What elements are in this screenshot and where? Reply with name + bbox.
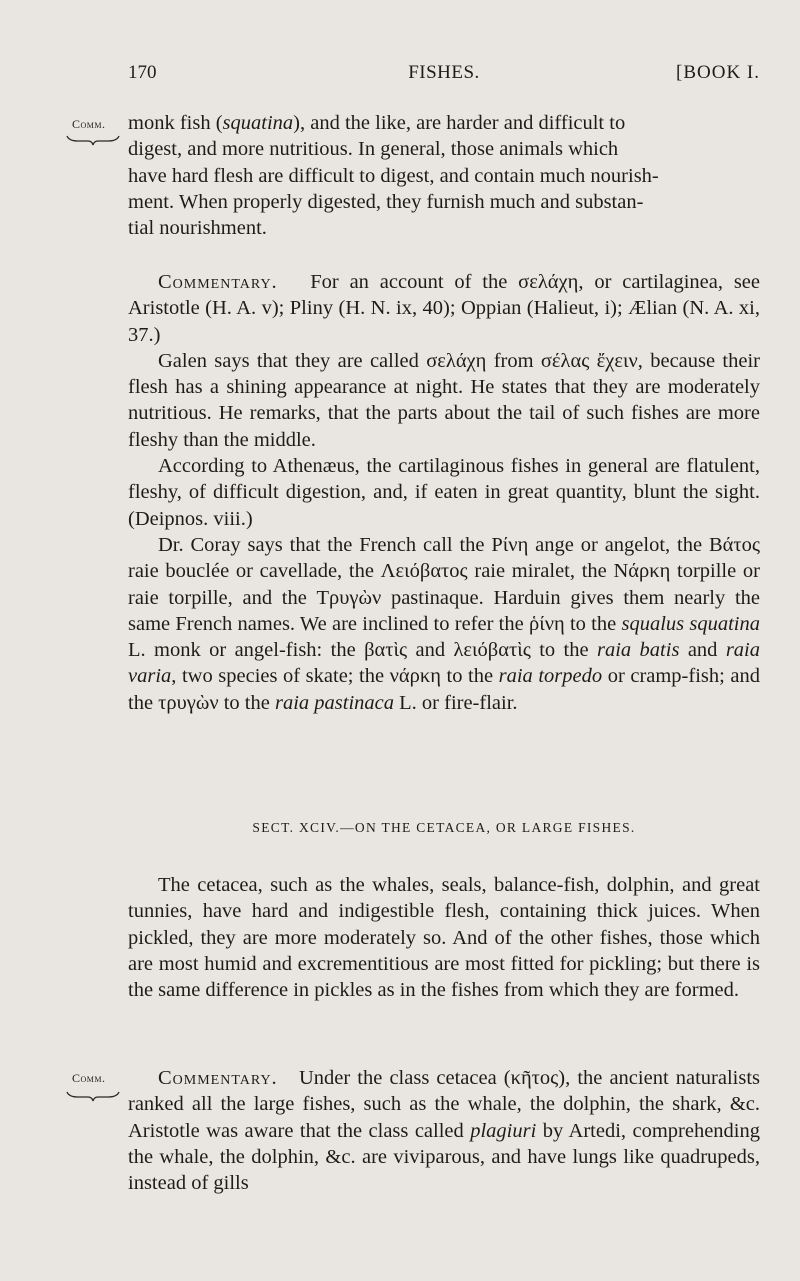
text-line: tial nourishment. [128, 217, 267, 240]
margin-note-comm-top: Comm. [72, 117, 106, 131]
running-header [128, 62, 760, 92]
text-line: have hard flesh are difficult to digest, and contain much nourish- [128, 164, 659, 187]
section-paragraph: The cetacea, such as the whales, seals, balance-fish, dolphin, and great tunnies, have hard and indigestible flesh, containing thick juices. When pickled, they are more moderately so. And of the other fishes, those which are most humid and excrementitious are most fitted for pickling; but there is the same difference in pickles as in the fishes from which they are formed. [128, 874, 760, 1002]
text-line: digest, and more nutritious. In general, those animals which [128, 138, 619, 161]
section-heading: SECT. XCIV.—ON THE CETACEA, OR LARGE FISHES. [252, 820, 636, 835]
commentary-label: Commentary. [158, 1067, 278, 1089]
commentary-text: For an account of the σελάχη, or cartilaginea, see Aristotle (H. A. v); Pliny (H. N. ix, 40); Oppian (Halieut, i); Ælian (N. A. xi, 37.) [128, 271, 760, 346]
book-label: [BOOK I. [676, 62, 760, 83]
page-number: 170 [128, 62, 157, 83]
brace-icon [66, 1090, 120, 1102]
brace-icon [66, 134, 120, 146]
commentary-block-2 [128, 1065, 760, 1196]
text-line: monk fish (squatina), and the like, are harder and difficult to [128, 112, 626, 134]
commentary-paragraph: According to Athenæus, the cartilaginous fishes in general are flatulent, fleshy, of difficult digestion, and, if eaten in great quantity, blunt the sight. (Deipnos. viii.) [128, 455, 760, 530]
running-title: FISHES. [408, 62, 480, 83]
commentary-text: Under the class cetacea (κῆτος), the ancient naturalists ranked all the large fishes, such as the whale, the dolphin, the shark, &c. Aristotle was aware that the class called plagiuri by Artedi, comprehending the whale, the dolphin, &c. are viviparous, and have lungs like quadrupeds, instead of gills [128, 1067, 761, 1195]
commentary-label: Commentary. [158, 271, 278, 293]
commentary-block-1 [128, 269, 760, 716]
text-line: ment. When properly digested, they furnish much and substan- [128, 190, 644, 213]
commentary-paragraph [128, 269, 760, 348]
section-body [128, 872, 760, 1003]
commentary-paragraph: Dr. Coray says that the French call the Ρίνη ange or angelot, the Βάτος raie bouclée or cavellade, the Λειόβατος raie miralet, the Νάρκη torpille or raie torpille, and the Τρυγὼν pastinaque. Harduin gives them nearly the same French names. We are inclined to refer the ῥίνη to the squalus squatina L. monk or angel-fish: the βατὶς and λειόβατὶς to the raia batis and raia varia, two species of skate; the νάρκη to the raia torpedo or cramp-fish; and the τρυγὼν to the raia pastinaca L. or fire-flair. [128, 533, 760, 714]
margin-note-comm-bottom: Comm. [72, 1071, 106, 1085]
body-text-continued [128, 110, 760, 241]
commentary-paragraph: Galen says that they are called σελάχη from σέλας ἔχειν, because their flesh has a shining appearance at night. He states that they are moderately nutritious. He remarks, that the parts about the tail of such fishes are more fleshy than the middle. [128, 349, 760, 451]
commentary-paragraph [128, 1065, 760, 1196]
